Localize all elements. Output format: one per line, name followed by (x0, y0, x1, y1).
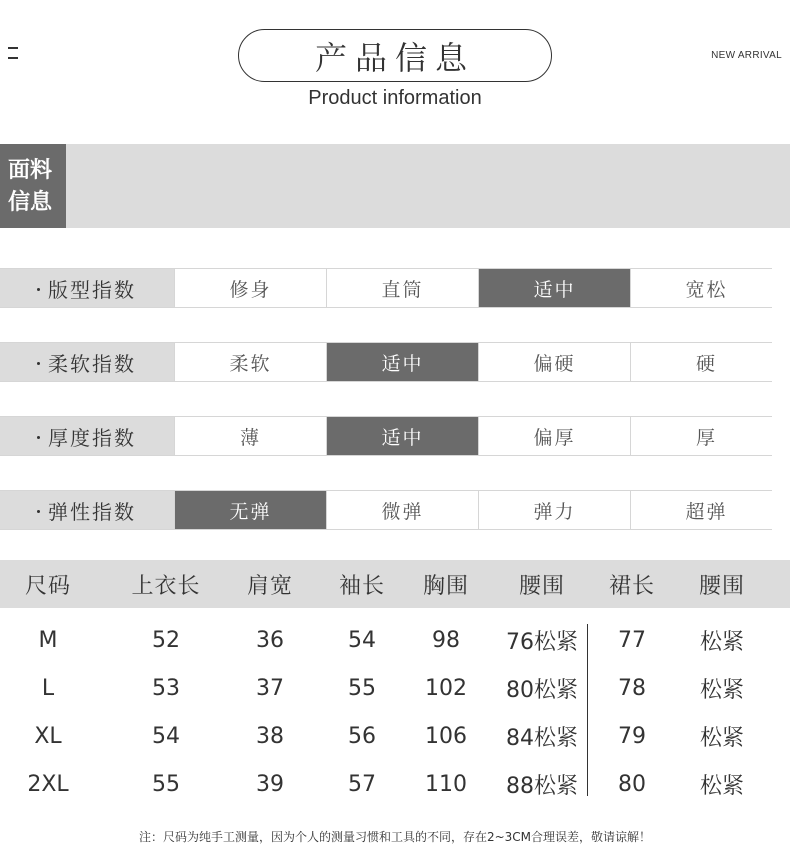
page-subtitle: Product information (308, 87, 482, 109)
size-column-header: 胸围 (422, 573, 469, 599)
index-label (0, 491, 174, 529)
table-cell: 57 (348, 771, 376, 797)
table-cell: 54 (348, 627, 376, 653)
table-cell: 98 (432, 627, 460, 653)
index-option: 超弹 (630, 491, 782, 529)
index-row (0, 342, 772, 382)
table-cell: 55 (152, 771, 180, 797)
table-cell: 36 (256, 627, 284, 653)
index-label-text: 版型指数 (48, 277, 136, 302)
fabric-label-line1: 面料 (8, 158, 53, 183)
size-column-header: 裙长 (608, 573, 655, 599)
measurement-note: 注：尺码为纯手工测量，因为个人的测量习惯和工具的不同，存在2~3CM合理误差，敬请谅解！ (138, 830, 652, 844)
index-label-text: 柔软指数 (48, 351, 136, 376)
index-label-text: 厚度指数 (48, 425, 136, 450)
table-cell: 55 (348, 675, 376, 701)
size-column-header: 袖长 (338, 573, 385, 599)
table-cell: 53 (152, 675, 180, 701)
table-row (0, 664, 790, 712)
table-cell: 79 (618, 723, 646, 749)
size-column-header: 上衣长 (131, 573, 201, 599)
index-option: 适中 (478, 269, 630, 307)
table-cell: XL (34, 723, 62, 749)
index-option: 适中 (326, 343, 478, 381)
size-column-header: 腰围 (698, 573, 745, 599)
index-option: 弹力 (478, 491, 630, 529)
index-label (0, 343, 174, 381)
menu-mark-icon (8, 47, 18, 59)
table-cell: 54 (152, 723, 180, 749)
column-divider (587, 624, 588, 796)
index-option: 偏厚 (478, 417, 630, 455)
index-option: 厚 (630, 417, 782, 455)
index-option: 宽松 (630, 269, 782, 307)
table-cell: 84松紧 (506, 725, 578, 751)
size-column-header: 腰围 (518, 573, 565, 599)
index-row (0, 416, 772, 456)
table-cell: 102 (425, 675, 467, 701)
index-option: 偏硬 (478, 343, 630, 381)
index-option: 适中 (326, 417, 478, 455)
new-arrival-badge: NEW ARRIVAL (711, 50, 782, 61)
bullet-dot-icon (37, 510, 40, 513)
size-table-header (0, 560, 790, 608)
bullet-dot-icon (37, 362, 40, 365)
size-column-header: 肩宽 (246, 573, 293, 599)
index-option: 修身 (174, 269, 326, 307)
table-row (0, 616, 790, 664)
table-cell: L (41, 675, 55, 701)
fabric-info-label (0, 144, 66, 228)
index-option: 柔软 (174, 343, 326, 381)
page-title: 产品信息 (238, 29, 552, 82)
index-row (0, 268, 772, 308)
table-cell: 56 (348, 723, 376, 749)
index-label (0, 269, 174, 307)
table-row (0, 760, 790, 808)
table-cell: 76松紧 (506, 629, 578, 655)
table-cell: 77 (618, 627, 646, 653)
table-cell: 松紧 (699, 773, 744, 799)
table-cell: 39 (256, 771, 284, 797)
index-option: 硬 (630, 343, 782, 381)
table-cell: M (38, 627, 58, 653)
table-cell: 80松紧 (506, 677, 578, 703)
index-row (0, 490, 772, 530)
table-cell: 松紧 (699, 629, 744, 655)
table-cell: 2XL (27, 771, 69, 797)
index-option: 直筒 (326, 269, 478, 307)
table-cell: 38 (256, 723, 284, 749)
table-cell: 78 (618, 675, 646, 701)
table-row (0, 712, 790, 760)
table-cell: 37 (256, 675, 284, 701)
index-option: 无弹 (174, 491, 326, 529)
index-label (0, 417, 174, 455)
fabric-info-band (0, 144, 790, 228)
index-option: 微弹 (326, 491, 478, 529)
table-cell: 52 (152, 627, 180, 653)
index-label-text: 弹性指数 (48, 499, 136, 524)
table-cell: 88松紧 (506, 773, 578, 799)
bullet-dot-icon (37, 436, 40, 439)
index-option: 薄 (174, 417, 326, 455)
table-cell: 松紧 (699, 725, 744, 751)
table-cell: 80 (618, 771, 646, 797)
fabric-label-line2: 信息 (8, 190, 53, 215)
table-cell: 106 (425, 723, 467, 749)
bullet-dot-icon (37, 288, 40, 291)
table-cell: 110 (425, 771, 467, 797)
size-column-header: 尺码 (24, 573, 71, 599)
table-cell: 松紧 (699, 677, 744, 703)
